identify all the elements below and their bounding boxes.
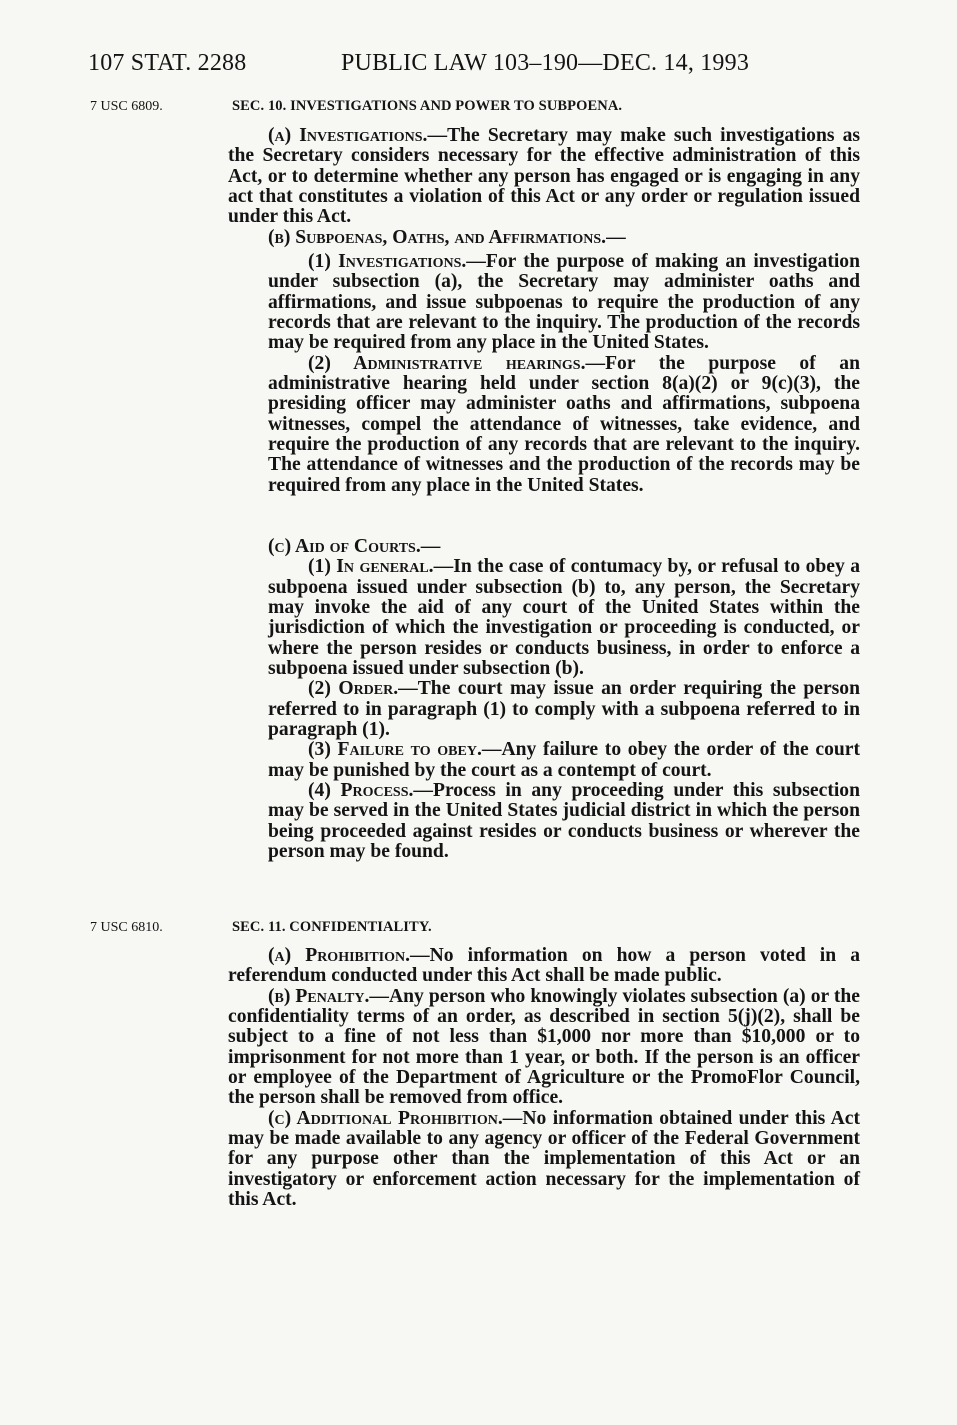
paragraph-text: —Any failure to obey the order of the court may be punished by the court as a contempt of court. [268,739,860,781]
usc-margin-note-6810: 7 USC 6810. [90,920,163,935]
paragraph-text: —The court may issue an order requiring the person referred to in paragraph (1) to comply with a subpoena referred to in paragraph (1). [268,678,860,741]
subsection-label: (a) Prohibition. [268,945,411,966]
section-11-block [228,946,860,1210]
section-10-paragraph-c1 [268,557,860,679]
section-10-subsection-c-block [268,537,860,863]
section-10-subsection-c [268,537,860,557]
section-10-subsection-a [228,126,860,228]
paragraph-text: —Process in any proceeding under this subsection may be served in the United States judicial district in which the person being proceeded against resides or conducts business or wherever the person may be found. [268,780,860,863]
section-11-subsection-b [228,987,860,1109]
subsection-label: (a) Investigations. [268,125,428,146]
section-10-paragraph-c4 [268,781,860,862]
subsection-text: —Any person who knowingly violates subsection (a) or the confidentiality terms of an order, as described in section 5(j)(2), shall be subject to a fine of not less than $1,000 nor more than $10,000 or to imprisonment for not more than 1 year, or both. If the person is an officer or employee of the Department of Agriculture or the PromoFlor Council, the person shall be removed from office. [228,985,860,1109]
section-11-subsection-c [228,1109,860,1211]
subsection-text: — [606,226,626,248]
paragraph-text: —In the case of contumacy by, or refusal to obey a subpoena issued under subsection (b) to, any person, the Secretary may invoke the aid of any court of the United States within the jurisdiction of which the investigation or proceeding is conducted, or where the person resides or conducts business, in order to enforce a subpoena issued under subsection (b). [268,556,860,680]
subsection-label: (b) Subpoenas, Oaths, and Affirmations. [268,226,607,248]
paragraph-label: (3) Failure to obey. [308,739,482,761]
subsection-text: —The Secretary may make such investigations as the Secretary considers necessary for the effective administration of this Act, or to determine whether any person has engaged or is engaging in any act that constitutes a violation of this Act or any order or regulation issued under this Act. [228,125,860,228]
section-11-heading: SEC. 11. CONFIDENTIALITY. [232,919,432,935]
paragraph-text: —For the purpose of an administrative hearing held under section 8(a)(2) or 9(c)(3), the presiding officer may administer oaths and affirmations, subpoena witnesses, compel the attendance of witnesses, take evidence, and require the production of any records that are relevant to the inquiry. The attendance of witnesses and the production of the records may be required from any place in the United States. [268,352,860,496]
paragraph-text: —For the purpose of making an investigation under subsection (a), the Secretary may administer oaths and affirmations, and issue subpoenas to require the production of any records that are relevant to the inquiry. The production of the records may be required from any place in the United States. [268,251,860,354]
section-10-paragraph-c3 [268,740,860,781]
section-10-paragraphs-block [268,252,860,496]
subsection-label: (c) Aid of Courts. [268,536,421,557]
subsection-label: (c) Additional Prohibition. [268,1107,503,1129]
statute-page-number: 107 STAT. 2288 [88,50,247,76]
paragraph-label: (2) Administrative hearings. [308,352,586,374]
section-11-subsection-a [228,946,860,987]
subsection-text: — [420,536,441,557]
section-10-subsection-b [228,228,860,248]
section-10-subsection-a-block [228,126,860,248]
section-10-paragraph-b1 [268,252,860,354]
paragraph-label: (1) In general. [308,556,434,578]
usc-margin-note-6809: 7 USC 6809. [90,99,163,114]
paragraph-label: (2) Order. [308,678,399,700]
paragraph-label: (4) Process. [308,780,414,802]
paragraph-label: (1) Investigations. [308,251,467,272]
section-10-heading: SEC. 10. INVESTIGATIONS AND POWER TO SUBPOENA. [232,98,623,114]
public-law-citation: PUBLIC LAW 103–190—DEC. 14, 1993 [341,50,750,76]
subsection-text: —No information obtained under this Act may be made available to any agency or officer of the Federal Government for any purpose other than the implementation of this Act or an investigatory or enforcement action necessary for the implementation of this Act. [228,1107,860,1211]
section-10-paragraph-c2 [268,679,860,740]
subsection-label: (b) Penalty. [268,985,370,1007]
section-10-paragraph-b2 [268,354,860,496]
subsection-text: —No information on how a person voted in a referendum conducted under this Act shall be made public. [228,945,860,987]
